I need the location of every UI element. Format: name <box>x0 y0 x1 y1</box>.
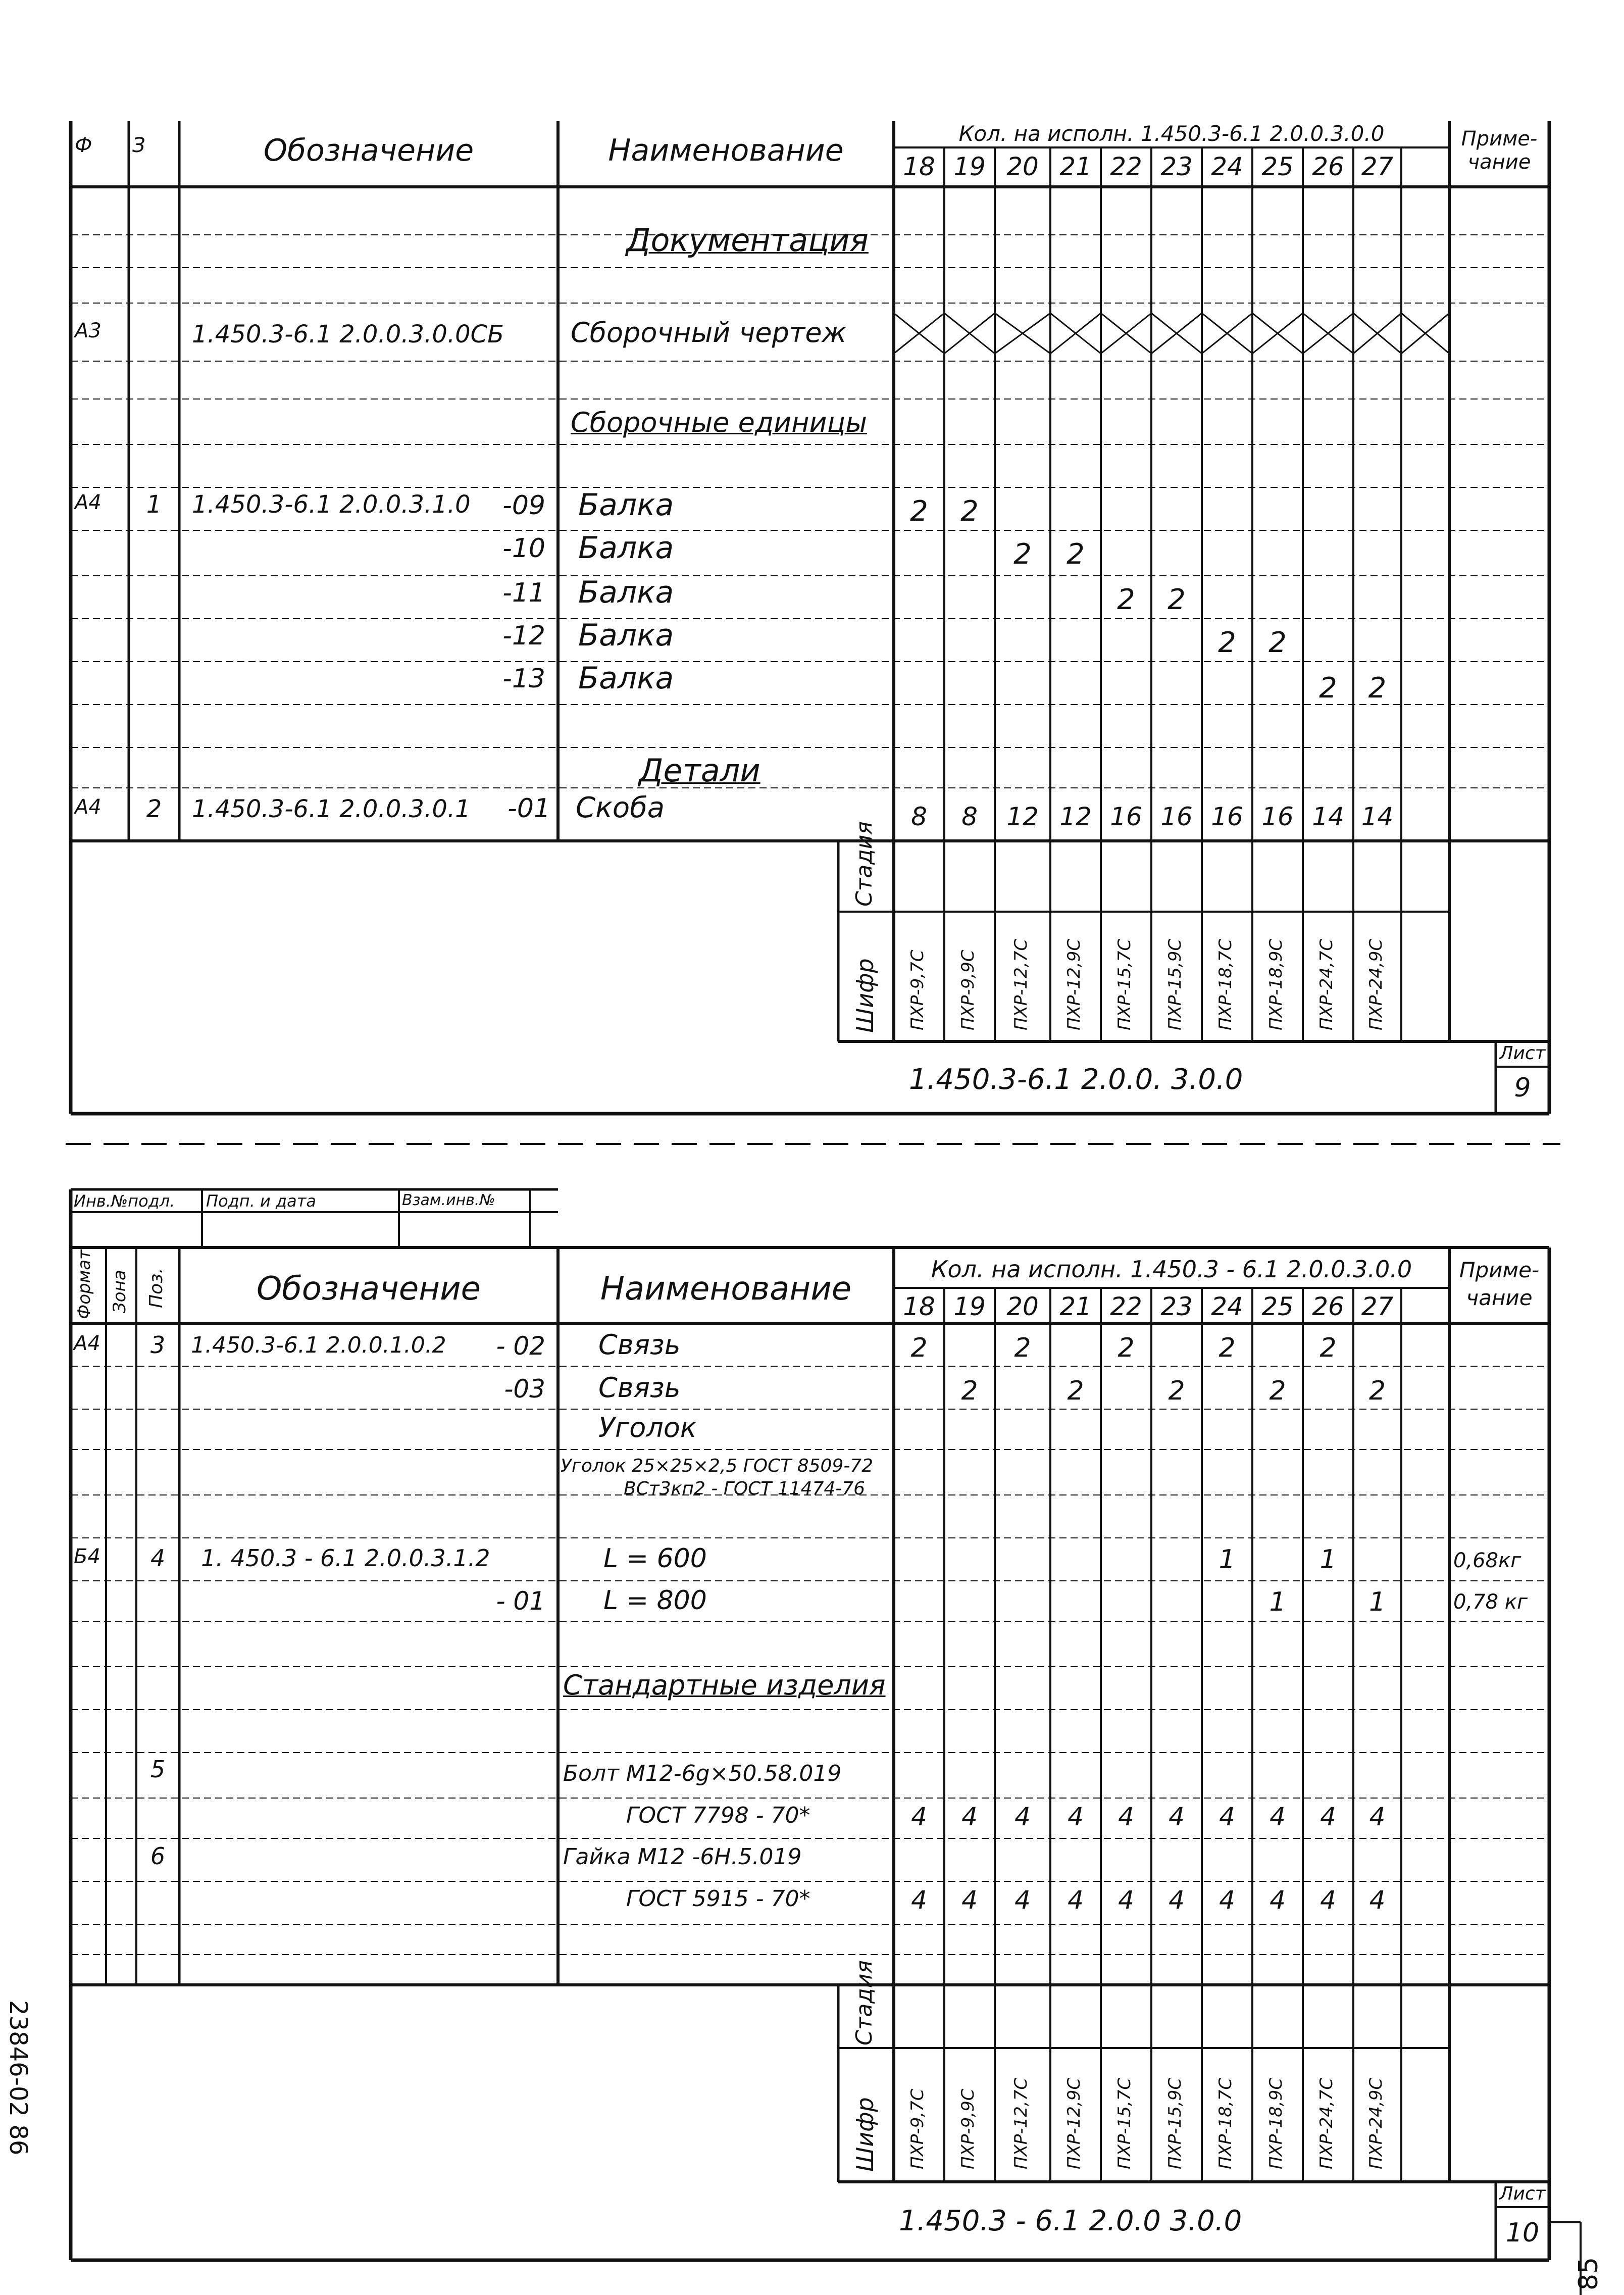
row-format: А4 <box>74 1332 100 1355</box>
col-header: 21 <box>1059 152 1092 181</box>
qty-cell: 2 <box>1218 626 1236 659</box>
qty-cell: 2 <box>1013 538 1032 571</box>
qty-cell: 4 <box>1270 1802 1286 1831</box>
qty-cell: 2 <box>1319 672 1337 705</box>
col-header: 23 <box>1160 152 1193 181</box>
stage-label: Стадия <box>851 821 877 907</box>
header-designation: Обозначение <box>256 1270 481 1308</box>
document-number: 1.450.3-6.1 2.0.0. 3.0.0 <box>909 1063 1243 1096</box>
row-designation: 1.450.3-6.1 2.0.0.1.0.2 <box>191 1332 446 1358</box>
qty-cell: 2 <box>1168 1376 1185 1406</box>
row-pos: 1 <box>146 490 162 519</box>
row-name: Балка <box>578 530 674 566</box>
row-designation: 1.450.3-6.1 2.0.0.3.0.1 <box>192 795 471 823</box>
header-pos: Поз. <box>146 1268 167 1308</box>
col-header: 22 <box>1110 1292 1142 1321</box>
row-name: Балка <box>578 661 674 696</box>
row-name: Балка <box>578 618 674 653</box>
cipher-code: ПХР-18,7С <box>1215 938 1236 1030</box>
row-name: Связь <box>598 1329 681 1361</box>
qty-cell: 2 <box>1118 1333 1135 1363</box>
qty-cell: 2 <box>1014 1333 1031 1363</box>
cipher-code: ПХР-15,9С <box>1165 2077 1185 2169</box>
row-suffix: -10 <box>502 533 545 564</box>
header-note: Приме-чание <box>1459 1258 1540 1310</box>
header-name: Наименование <box>608 133 844 168</box>
qty-cell: 4 <box>1219 1885 1235 1915</box>
qty-cell: 2 <box>1268 626 1287 659</box>
qty-cell: 16 <box>1261 802 1294 831</box>
replacement-inv-label: Взам.инв.№ <box>402 1191 495 1209</box>
header-qty-title: Кол. на исполн. 1.450.3-6.1 2.0.0.3.0.0 <box>958 121 1385 146</box>
row-suffix: - 02 <box>496 1331 545 1361</box>
qty-cell: 4 <box>1014 1885 1031 1915</box>
cipher-code: ПХР-9,9С <box>958 950 978 1030</box>
qty-cell: 4 <box>1169 1885 1185 1915</box>
col-header: 20 <box>1006 1292 1039 1321</box>
row-name: Балка <box>578 575 674 610</box>
qty-cell: 14 <box>1361 802 1394 831</box>
qty-cell: 2 <box>910 495 928 528</box>
qty-cell: 2 <box>1168 583 1186 616</box>
qty-cell: 1 <box>1219 1544 1236 1575</box>
qty-cell: 2 <box>1117 583 1135 616</box>
row-format: А4 <box>75 491 102 514</box>
row-note: 0,68кг <box>1453 1549 1521 1572</box>
col-header: 24 <box>1211 152 1243 181</box>
col-header: 27 <box>1361 1292 1394 1321</box>
signature-date-label: Подп. и дата <box>206 1191 316 1211</box>
qty-cell: 1 <box>1269 1587 1286 1617</box>
qty-cell: 1 <box>1368 1587 1386 1617</box>
row-suffix: -12 <box>502 621 545 651</box>
col-header: 21 <box>1059 1292 1092 1321</box>
qty-cell: 4 <box>1320 1802 1336 1831</box>
cipher-code: ПХР-15,7С <box>1114 2077 1135 2169</box>
qty-cell: 12 <box>1059 802 1092 831</box>
row-name-line2: ГОСТ 7798 - 70* <box>626 1803 810 1828</box>
row-format: Б4 <box>74 1545 100 1568</box>
qty-cell: 4 <box>911 1885 927 1915</box>
row-name: Болт М12-6g×50.58.019 <box>563 1761 842 1786</box>
header-format: Формат <box>74 1250 94 1319</box>
qty-cell: 2 <box>1368 672 1387 705</box>
row-pos: 6 <box>150 1842 166 1870</box>
row-pos: 3 <box>150 1331 166 1359</box>
margin-archive-code: 23846-02 86 <box>4 2000 32 2156</box>
qty-cell: 2 <box>1219 1333 1236 1363</box>
row-suffix: -13 <box>502 664 545 694</box>
qty-cell: 16 <box>1160 802 1193 831</box>
qty-cell: 4 <box>1320 1885 1336 1915</box>
row-suffix: -03 <box>504 1374 545 1404</box>
qty-cell: 8 <box>911 802 927 831</box>
qty-cell: 2 <box>910 1333 928 1363</box>
sheet-label: Лист <box>1499 2183 1546 2204</box>
row-name-line2: ГОСТ 5915 - 70* <box>626 1886 810 1912</box>
row-pos: 5 <box>150 1756 166 1783</box>
row-designation: 1.450.3-6.1 2.0.0.3.0.0СБ <box>192 320 504 348</box>
row-pos: 4 <box>150 1544 166 1572</box>
row-name: Скоба <box>576 791 665 824</box>
col-header: 26 <box>1312 152 1344 181</box>
col-header: 18 <box>903 152 935 181</box>
cipher-label: Шифр <box>851 958 879 1033</box>
row-format: А3 <box>75 319 102 342</box>
qty-cell: 2 <box>1368 1376 1386 1406</box>
qty-cell: 2 <box>1320 1333 1337 1363</box>
section-standard-items: Стандартные изделия <box>563 1669 886 1701</box>
sheet-number: 10 <box>1505 2218 1540 2248</box>
document-number: 1.450.3 - 6.1 2.0.0 3.0.0 <box>899 2205 1242 2237</box>
section-documentation: Документация <box>626 222 869 259</box>
row-designation: 1. 450.3 - 6.1 2.0.0.3.1.2 <box>201 1544 490 1572</box>
row-name: L = 800 <box>603 1585 707 1616</box>
row-note: 0,78 кг <box>1453 1590 1528 1614</box>
inv-original-label: Инв.№подл. <box>74 1191 175 1211</box>
qty-cell: 4 <box>1270 1885 1286 1915</box>
section-details: Детали <box>639 752 760 789</box>
cipher-code: ПХР-24,7С <box>1316 2077 1337 2169</box>
sheet-label: Лист <box>1499 1043 1546 1064</box>
row-suffix: -09 <box>502 490 545 521</box>
qty-cell: 2 <box>1269 1376 1286 1406</box>
qty-cell: 4 <box>1219 1802 1235 1831</box>
qty-cell: 4 <box>1169 1802 1185 1831</box>
header-name: Наименование <box>600 1270 852 1308</box>
cipher-code: ПХР-9,7С <box>907 2088 928 2169</box>
qty-cell: 4 <box>961 1885 978 1915</box>
cipher-code: ПХР-24,9С <box>1366 2077 1386 2169</box>
row-name: Гайка М12 -6Н.5.019 <box>563 1844 802 1870</box>
section-assembly-units: Сборочные единицы <box>571 407 868 438</box>
row-suffix: -01 <box>508 793 550 824</box>
cipher-code: ПХР-24,7С <box>1316 938 1337 1030</box>
col-header: 25 <box>1261 152 1294 181</box>
qty-cell: 2 <box>960 495 979 528</box>
qty-cell: 4 <box>911 1802 927 1831</box>
qty-cell: 4 <box>1369 1802 1386 1831</box>
header-qty-title: Кол. на исполн. 1.450.3 - 6.1 2.0.0.3.0.0 <box>931 1256 1412 1283</box>
col-header: 25 <box>1261 1292 1294 1321</box>
stage-label: Стадия <box>851 1960 877 2045</box>
row-name: Связь <box>598 1372 681 1404</box>
qty-cell: 1 <box>1320 1544 1337 1575</box>
col-header: 20 <box>1006 152 1039 181</box>
header-zone: Зона <box>110 1270 130 1313</box>
row-name: Балка <box>578 487 674 523</box>
qty-cell: 14 <box>1312 802 1344 831</box>
qty-cell: 4 <box>1068 1802 1084 1831</box>
col-header: 19 <box>953 1292 986 1321</box>
row-suffix: -11 <box>502 578 545 608</box>
row-name: L = 600 <box>603 1543 707 1574</box>
header-designation: Обозначение <box>263 133 474 168</box>
cipher-code: ПХР-9,9С <box>958 2088 978 2169</box>
qty-cell: 4 <box>961 1802 978 1831</box>
qty-cell: 2 <box>1067 1376 1084 1406</box>
cipher-code: ПХР-12,9С <box>1064 938 1084 1030</box>
cipher-code: ПХР-12,9С <box>1064 2077 1084 2169</box>
qty-cell: 12 <box>1006 802 1039 831</box>
cipher-code: ПХР-15,9С <box>1165 938 1185 1030</box>
cipher-code: ПХР-18,9С <box>1266 938 1286 1030</box>
cipher-code: ПХР-15,7С <box>1114 938 1135 1030</box>
qty-cell: 8 <box>961 802 978 831</box>
qty-cell: 16 <box>1110 802 1142 831</box>
cipher-code: ПХР-12,7С <box>1011 2077 1031 2169</box>
row-name: Уголок 25×25×2,5 ГОСТ 8509-72 <box>561 1456 874 1476</box>
row-name-line2: ВСт3кп2 - ГОСТ 11474-76 <box>624 1478 866 1499</box>
row-designation: 1.450.3-6.1 2.0.0.3.1.0 <box>192 490 471 519</box>
cipher-label: Шифр <box>851 2097 879 2172</box>
col-header: 27 <box>1361 152 1394 181</box>
row-format: А4 <box>75 795 102 819</box>
cipher-code: ПХР-18,7С <box>1215 2077 1236 2169</box>
sheet-number: 9 <box>1514 1073 1531 1103</box>
cipher-code: ПХР-9,7С <box>907 950 928 1030</box>
col-header: 19 <box>953 152 986 181</box>
col-header: 23 <box>1160 1292 1193 1321</box>
cipher-code: ПХР-24,9С <box>1366 938 1386 1030</box>
qty-cell: 4 <box>1369 1885 1386 1915</box>
header-zone: З <box>132 134 145 157</box>
col-header: 18 <box>903 1292 935 1321</box>
row-name: Уголок <box>598 1412 697 1443</box>
row-pos: 2 <box>146 795 162 823</box>
cipher-code: ПХР-18,9С <box>1266 2077 1286 2169</box>
row-suffix: - 01 <box>496 1586 545 1616</box>
qty-cell: 4 <box>1014 1802 1031 1831</box>
qty-cell: 2 <box>961 1376 978 1406</box>
header-note: Приме-чание <box>1461 127 1538 174</box>
qty-cell: 2 <box>1067 538 1085 571</box>
qty-cell: 16 <box>1211 802 1243 831</box>
qty-cell: 4 <box>1068 1885 1084 1915</box>
header-format: Ф <box>75 134 92 157</box>
col-header: 22 <box>1110 152 1142 181</box>
cipher-code: ПХР-12,7С <box>1011 938 1031 1030</box>
row-name: Сборочный чертеж <box>571 317 847 348</box>
qty-cell: 4 <box>1118 1885 1134 1915</box>
page-number: 85 <box>1574 2257 1604 2290</box>
col-header: 26 <box>1312 1292 1344 1321</box>
col-header: 24 <box>1211 1292 1243 1321</box>
qty-cell: 4 <box>1118 1802 1134 1831</box>
